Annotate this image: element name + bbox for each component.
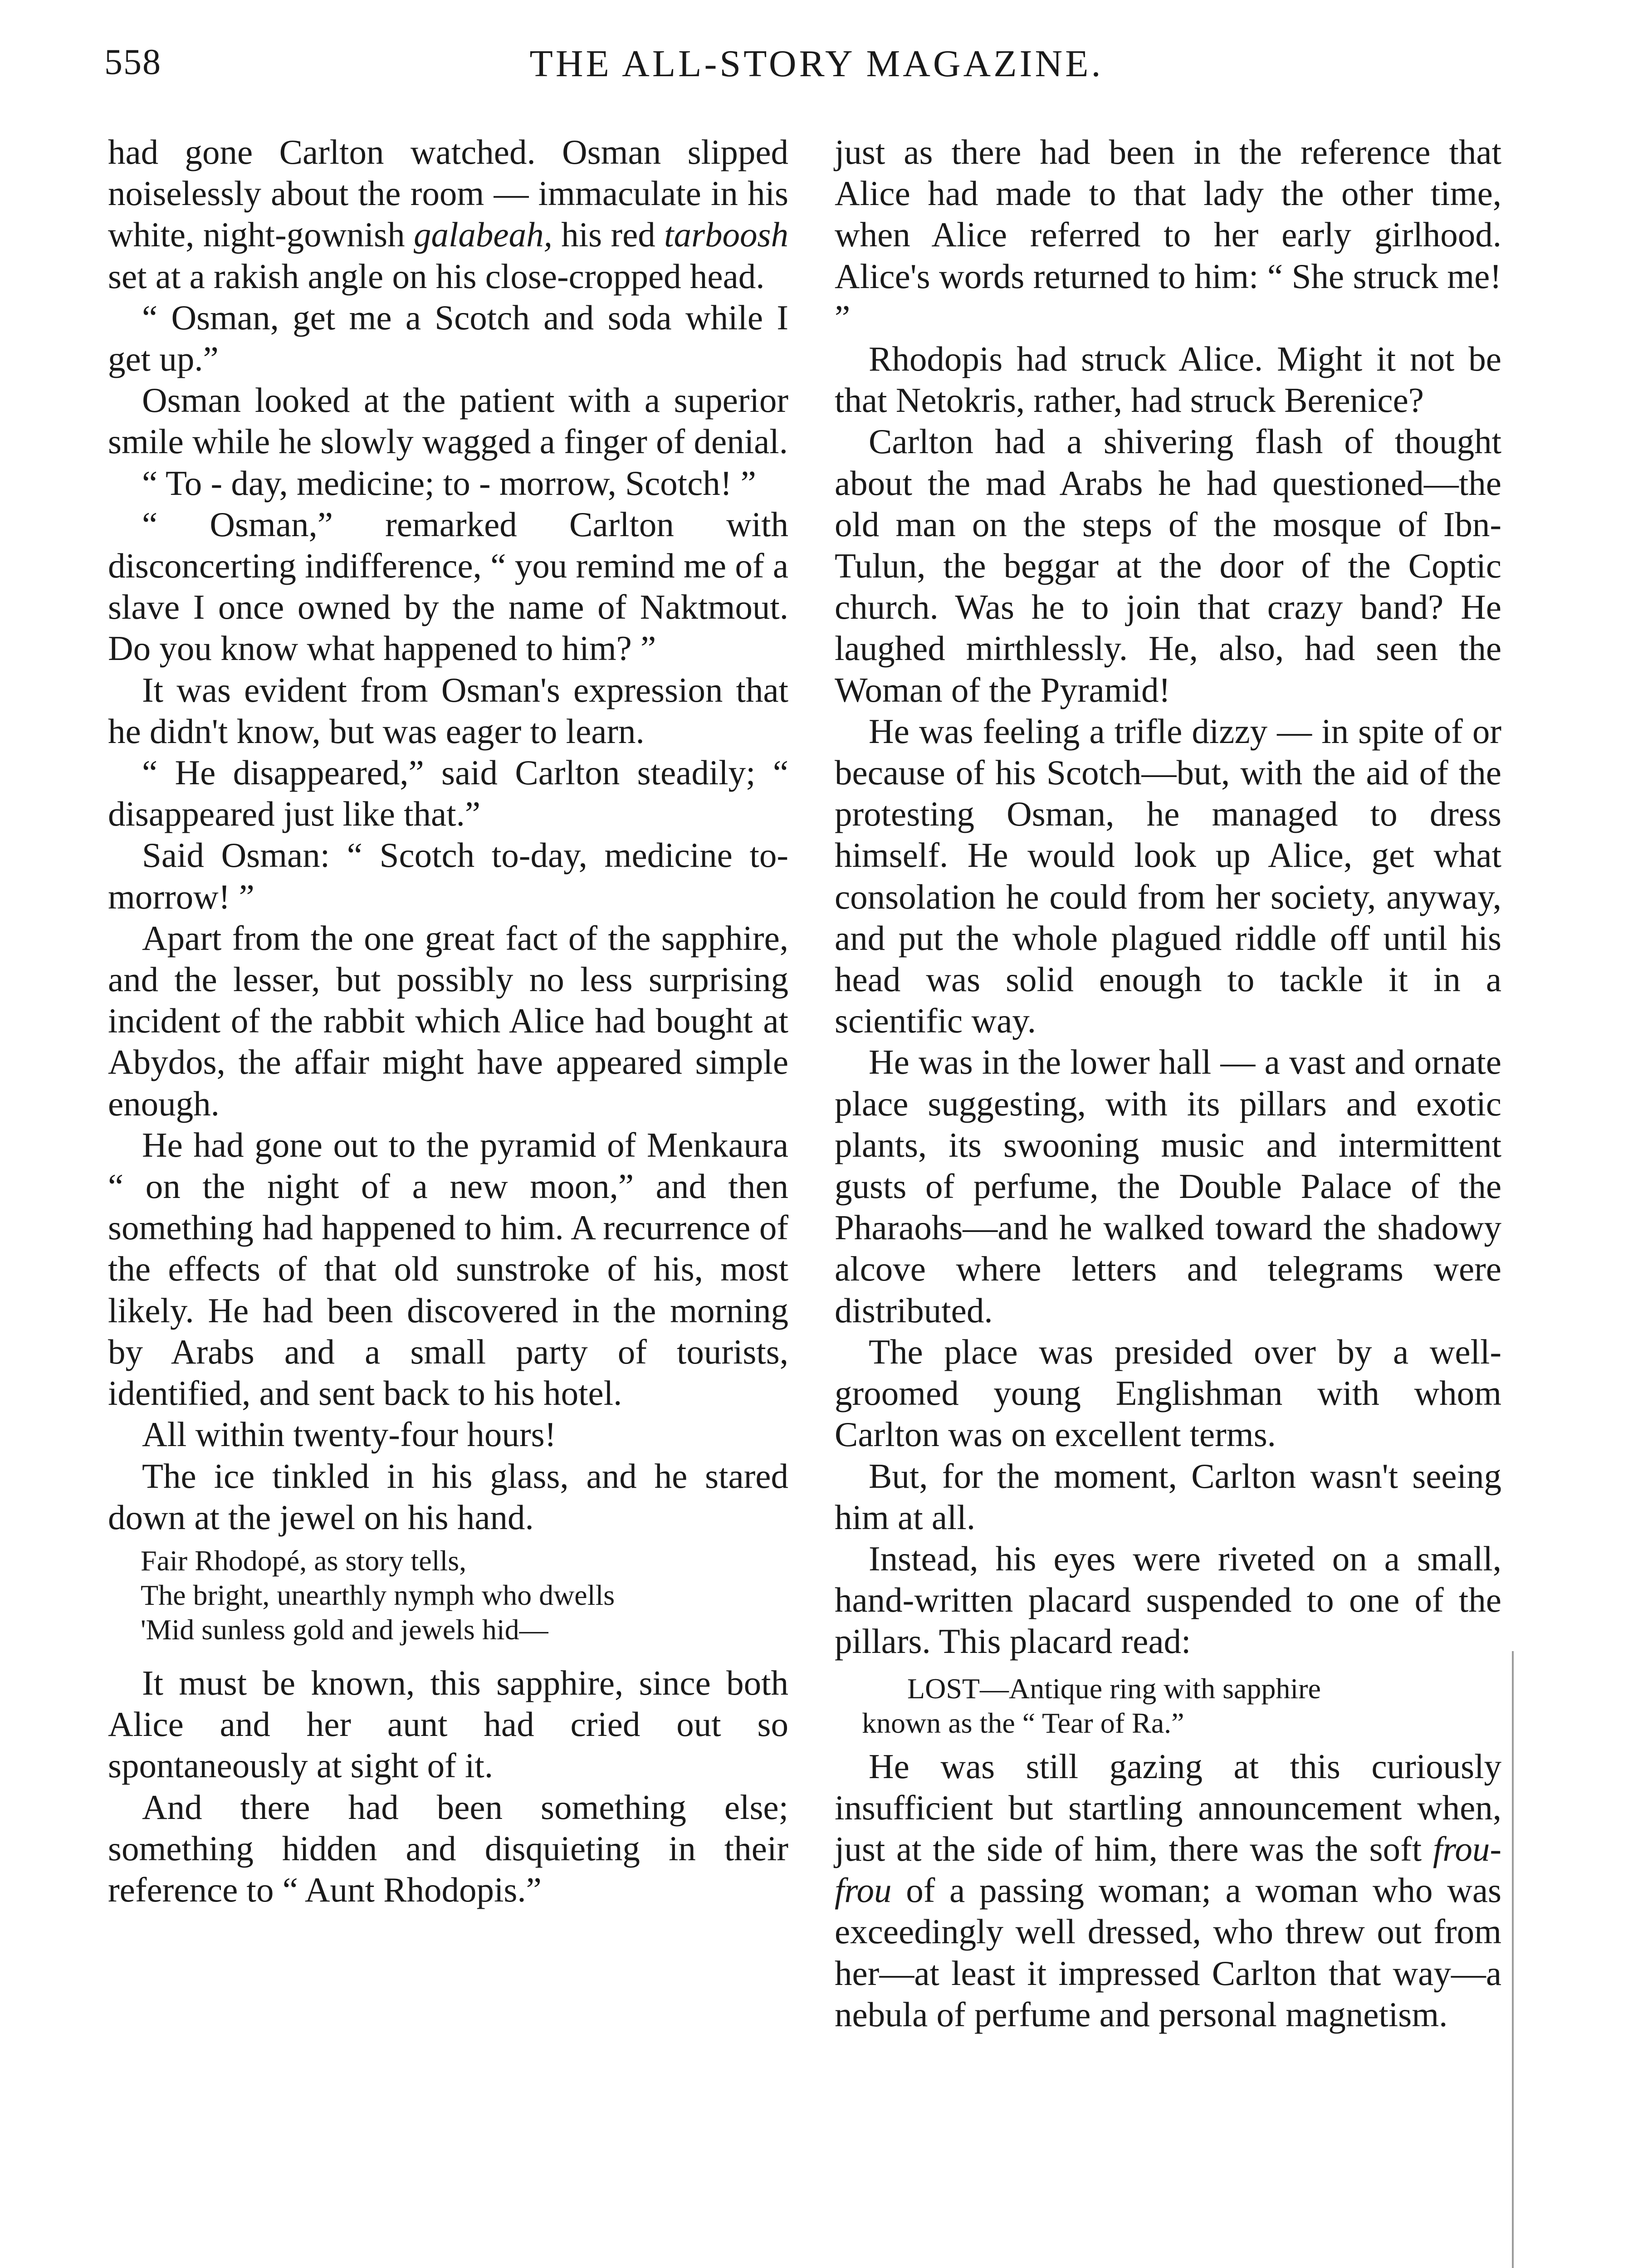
paragraph: The place was presided over by a well-groomed young Englishman with whom Carlton was on excellent terms.	[835, 1332, 1501, 1454]
paragraph: just as there had been in the reference that Alice had made to that lady the other time, when Alice referred to her early girlhood. Alice's words returned to him: “ She struck me! ”	[835, 132, 1501, 337]
poem-line: Fair Rhodopé, as story tells,	[141, 1544, 467, 1577]
paragraph: “ He disappeared,” said Carlton steadily; “ disappeared just like that.”	[108, 753, 788, 834]
paragraph: It must be known, this sapphire, since both Alice and her aunt had cried out so spontaneously at sight of it.	[108, 1663, 788, 1785]
poem-quote	[141, 1544, 788, 1647]
paragraph: Rhodopis had struck Alice. Might it not be that Netokris, rather, had struck Berenice?	[835, 339, 1501, 420]
paragraph: Instead, his eyes were riveted on a small, hand-written placard suspended to one of the pillars. This placard read:	[835, 1539, 1501, 1661]
right-column	[835, 132, 1501, 2035]
paragraph: Apart from the one great fact of the sapphire, and the lesser, but possibly no less surprising incident of the rabbit which Alice had bought at Abydos, the affair might have appeared simple enough.	[108, 918, 788, 1123]
paragraph: Carlton had a shivering flash of thought about the mad Arabs he had questioned—the old man on the steps of the mosque of Ibn-Tulun, the beggar at the door of the Coptic church. Was he to join that crazy band? He laughed mirthlessly. He, also, had seen the Woman of the Pyramid!	[835, 422, 1501, 709]
lost-notice	[835, 1672, 1501, 1740]
paragraph: He was in the lower hall — a vast and ornate place suggesting, with its pillars and exotic plants, its swooning music and intermittent gusts of perfume, the Double Palace of the Pharaohs—and he walked toward the shadowy alcove where letters and telegrams were distributed.	[835, 1042, 1501, 1330]
poem-line: The bright, unearthly nymph who dwells	[141, 1579, 615, 1611]
running-head: THE ALL-STORY MAGAZINE.	[529, 43, 1104, 85]
paragraph: But, for the moment, Carlton wasn't seeing him at all.	[835, 1456, 1501, 1537]
paragraph: Osman looked at the patient with a superior smile while he slowly wagged a finger of denial.	[108, 381, 788, 461]
paragraph: “ Osman,” remarked Carlton with disconcerting indifference, “ you remind me of a slave I once owned by the name of Naktmout. Do you know what happened to him? ”	[108, 504, 788, 668]
paragraph: “ To - day, medicine; to - morrow, Scotch! ”	[142, 463, 756, 503]
paragraph: It was evident from Osman's expression that he didn't know, but was eager to learn.	[108, 670, 788, 751]
paragraph: And there had been something else; something hidden and disquieting in their reference to “ Aunt Rhodopis.”	[108, 1787, 788, 1909]
left-column	[108, 132, 788, 1911]
paragraph: “ Osman, get me a Scotch and soda while I get up.”	[108, 298, 788, 379]
paragraph: All within twenty-four hours!	[142, 1415, 557, 1454]
notice-line: known as the “ Tear of Ra.”	[862, 1706, 1184, 1739]
paragraph: He had gone out to the pyramid of Menkaura “ on the night of a new moon,” and then something had happened to him. A recurrence of the effects of that old sunstroke of his, most likely. He had been discovered in the morning by Arabs and a small party of tourists, identified, and sent back to his hotel.	[108, 1125, 788, 1413]
paragraph: He was still gazing at this curiously insufficient but startling announcement when, just at the side of him, there was the soft frou-frou of a passing woman; a woman who was exceedingly well dressed, who threw out from her—at least it impressed Carlton that way—a nebula of perfume and personal magnetism.	[835, 1746, 1501, 2034]
poem-line: 'Mid sunless gold and jewels hid—	[141, 1613, 548, 1646]
paragraph: had gone Carlton watched. Osman slipped noiselessly about the room — immaculate in his white, night-gownish galabeah, his red tarboosh set at a rakish angle on his close-cropped head.	[108, 132, 788, 296]
paragraph: He was feeling a trifle dizzy — in spite of or because of his Scotch—but, with the aid of the protesting Osman, he managed to dress himself. He would look up Alice, get what consolation he could from her society, anyway, and put the whole plagued riddle off until his head was solid enough to tackle it in a scientific way.	[835, 711, 1501, 1041]
notice-line: LOST—Antique ring with sapphire	[907, 1672, 1321, 1705]
paragraph: The ice tinkled in his glass, and he stared down at the jewel on his hand.	[108, 1456, 788, 1537]
paragraph: Said Osman: “ Scotch to-day, medicine to-morrow! ”	[108, 836, 788, 916]
margin-rule	[1512, 1651, 1514, 2268]
page-number: 558	[104, 42, 161, 82]
